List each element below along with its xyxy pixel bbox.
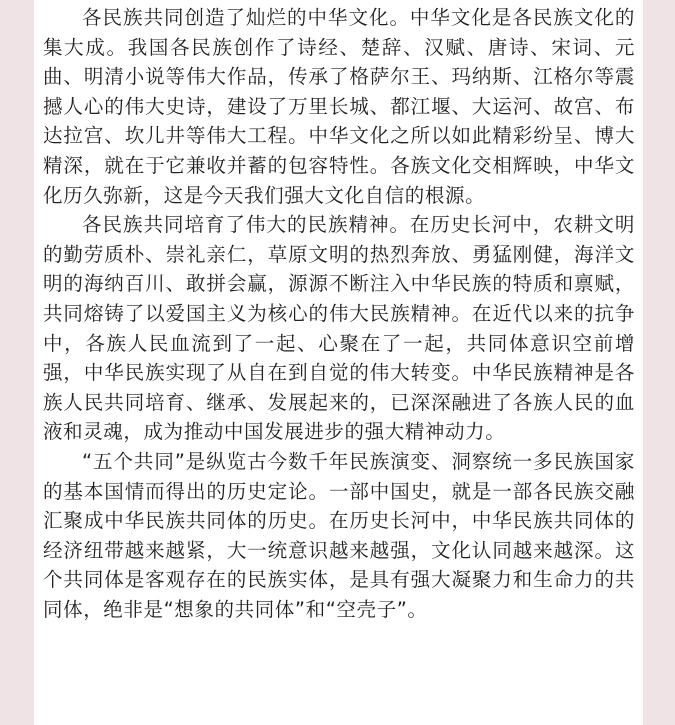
- paragraph-spirit: 各民族共同培育了伟大的民族精神。在历史长河中，农耕文明的勤劳质朴、崇礼亲仁，草原文明的热烈奔放、勇猛刚健，海洋文明的海纳百川、敢拼会赢，源源不断注入中华民族的特质和禀赋，共同熔铸了以爱国主义为核心的伟大民族精神。在近代以来的抗争中，各族人民血流到了一起、心聚在了一起，共同体意识空前增强，中华民族实现了从自在到自觉的伟大转变。中华民族精神是各族人民共同培育、继承、发展起来的，已深深融进了各族人民的血液和灵魂，成为推动中国发展进步的强大精神动力。: [43, 213, 635, 444]
- article-page: [34, 0, 643, 725]
- paragraph-five-commons: “五个共同”是纵览古今数千年民族演变、洞察统一多民族国家的基本国情而得出的历史定论。一部中国史，就是一部各民族交融汇聚成中华民族共同体的历史。在历史长河中，中华民族共同体的经济纽带越来越紧，大一统意识越来越强，文化认同越来越深。这个共同体是客观存在的民族实体，是具有强大凝聚力和生命力的共同体，绝非是“想象的共同体”和“空壳子”。: [43, 449, 635, 621]
- paragraph-culture: 各民族共同创造了灿烂的中华文化。中华文化是各民族文化的集大成。我国各民族创作了诗经、楚辞、汉赋、唐诗、宋词、元曲、明清小说等伟大作品，传承了格萨尔王、玛纳斯、江格尔等震撼人心的伟大史诗，建设了万里长城、都江堰、大运河、故宫、布达拉宫、坎儿井等伟大工程。中华文化之所以如此精彩纷呈、博大精深，就在于它兼收并蓄的包容特性。各族文化交相辉映，中华文化历久弥新，这是今天我们强大文化自信的根源。: [43, 6, 635, 207]
